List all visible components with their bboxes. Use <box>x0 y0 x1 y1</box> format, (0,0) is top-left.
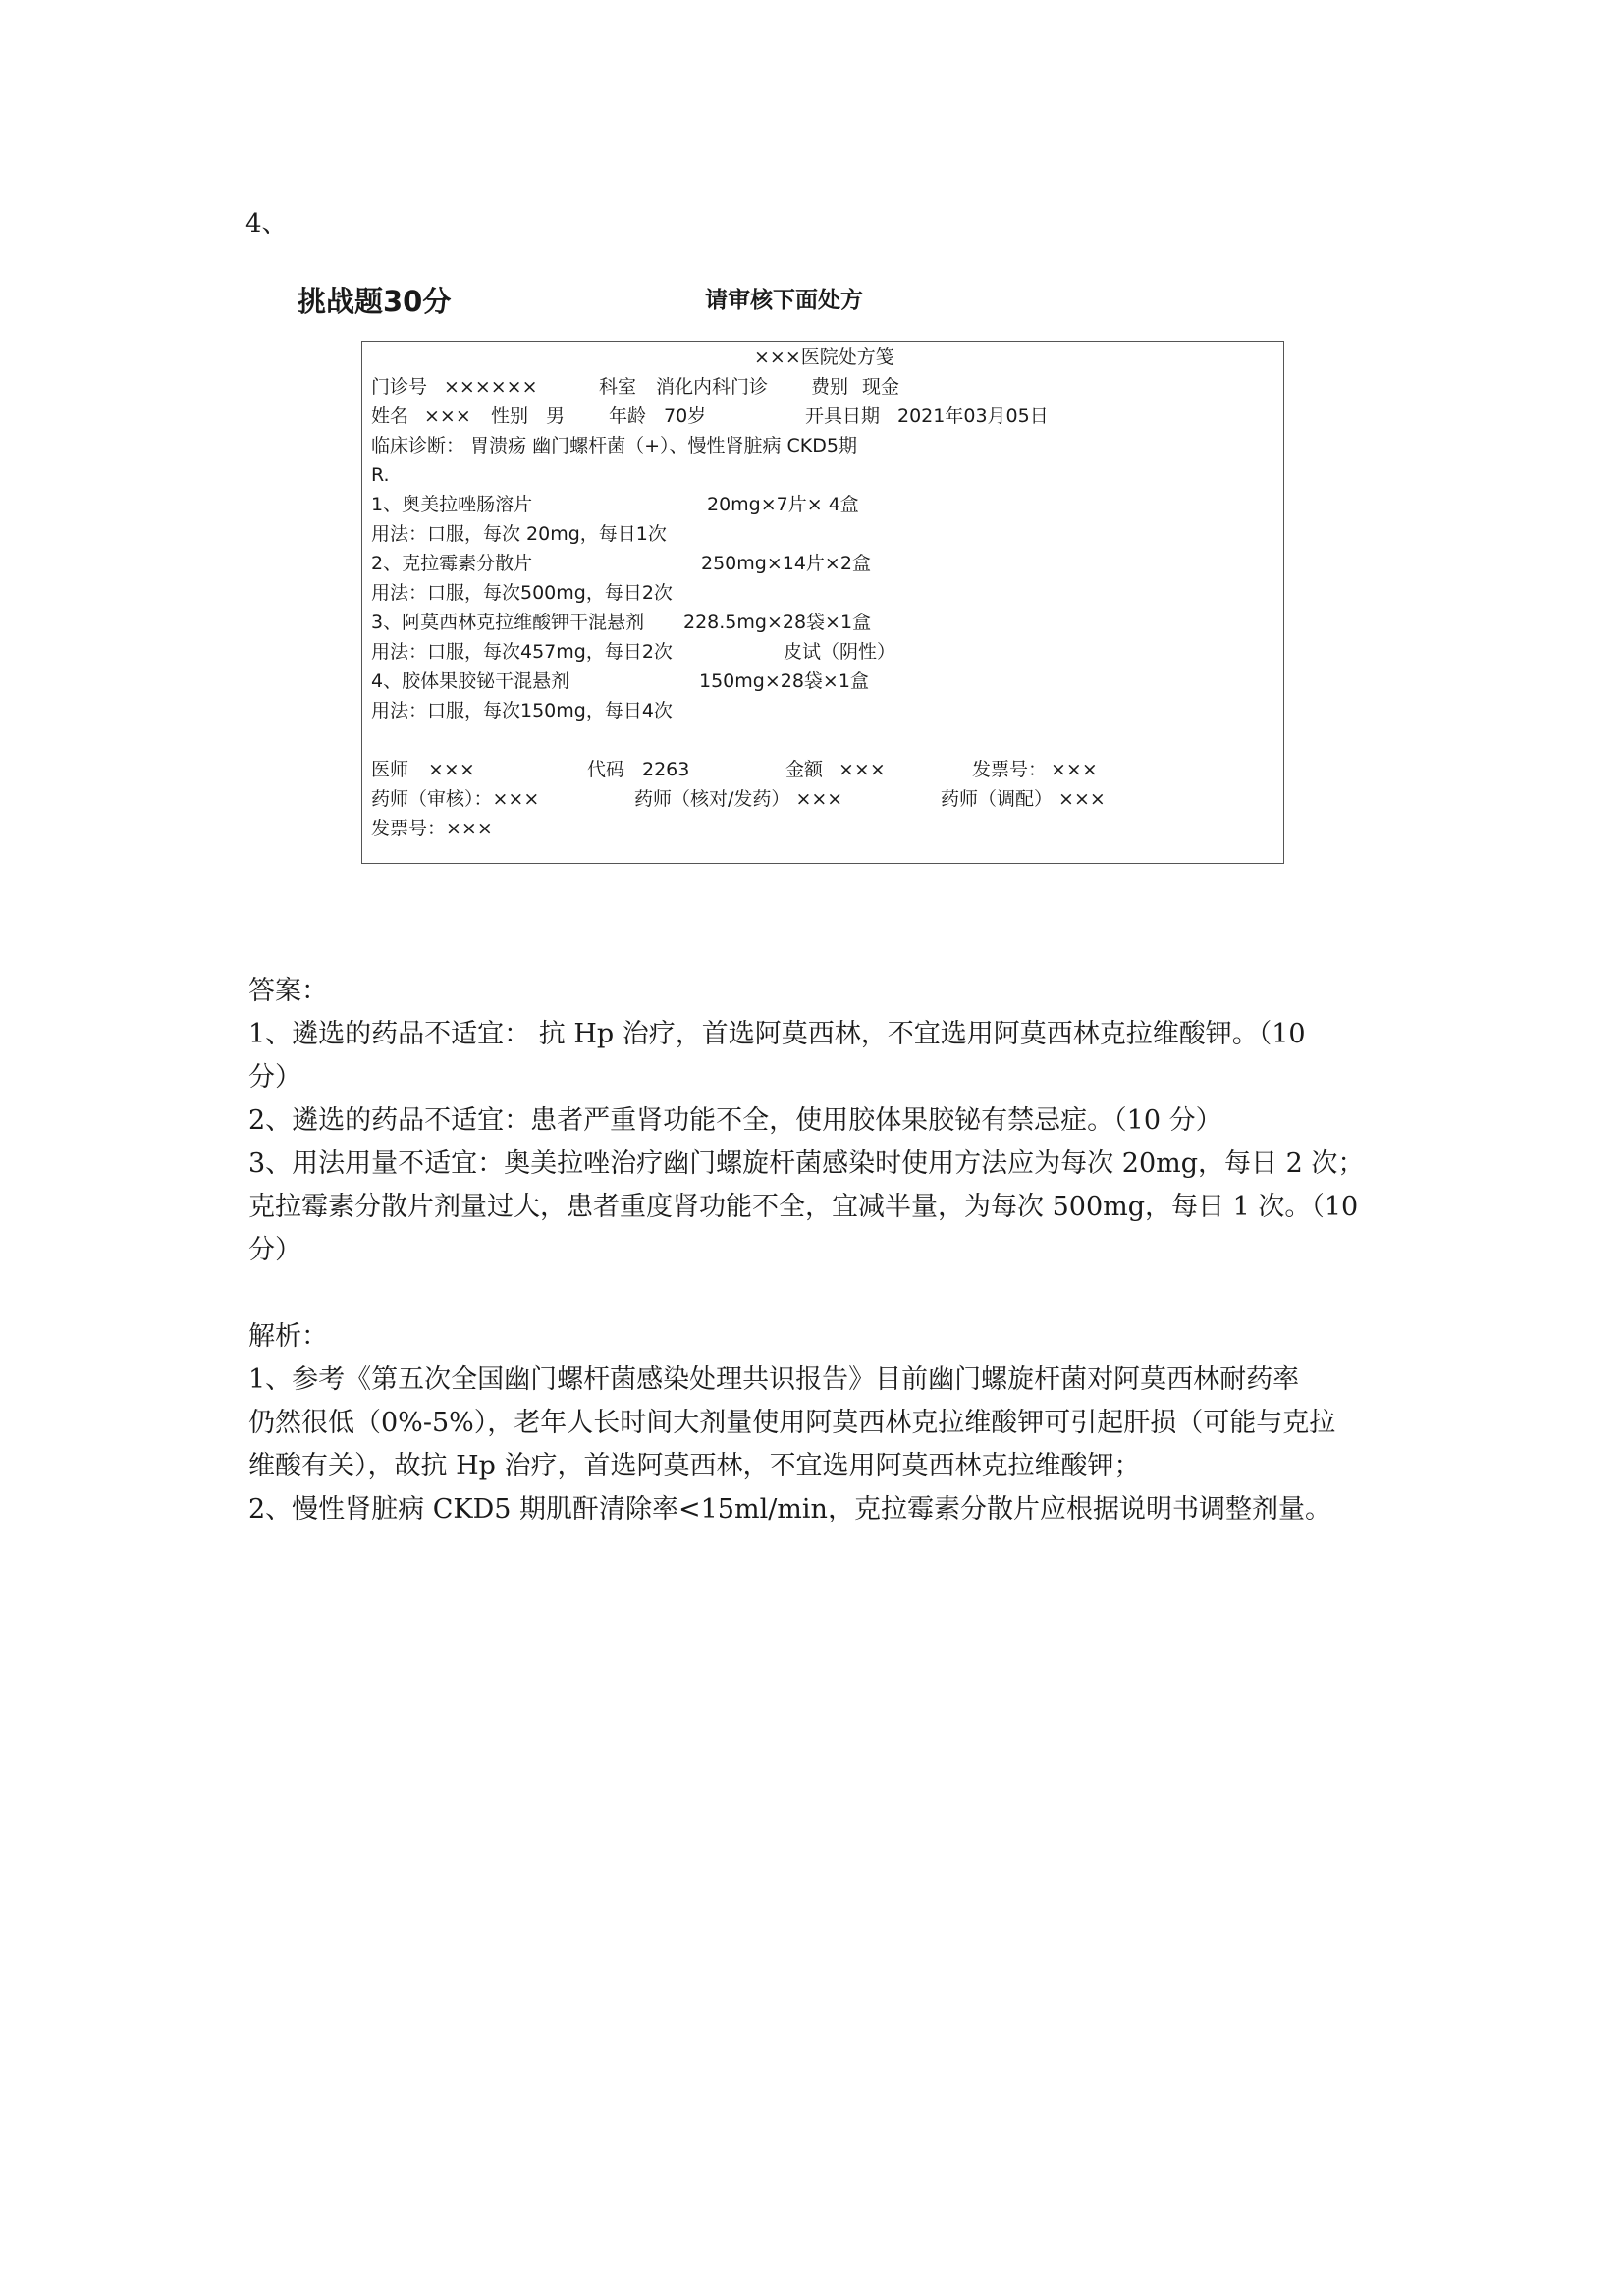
drug-usage: 用法：口服，每次 20mg，每日1次 <box>371 523 667 545</box>
doctor-value: ××× <box>428 759 475 780</box>
sex-label: 性别 <box>491 405 529 427</box>
invoice-value: ××× <box>1051 759 1098 780</box>
fee-type-value: 现金 <box>862 376 900 398</box>
skin-test-note: 皮试（阴性） <box>784 641 896 663</box>
amount-label: 金额 <box>785 759 824 780</box>
answer-line: 分） <box>248 1062 301 1093</box>
age-value: 70岁 <box>664 405 707 427</box>
question-number: 4、 <box>245 209 288 239</box>
pharmacist-review: 药师（审核）：××× <box>371 788 540 810</box>
drug-spec: 150mg×28袋×1盒 <box>699 670 869 692</box>
answer-line: 克拉霉素分散片剂量过大，患者重度肾功能不全，宜减半量，为每次 500mg，每日 1 次。（10 <box>248 1192 1359 1222</box>
invoice-number: 发票号：××× <box>371 818 493 839</box>
diagnosis: 临床诊断： 胃溃疡 幽门螺杆菌（+）、慢性肾脏病 CKD5期 <box>371 435 857 456</box>
age-label: 年龄 <box>609 405 647 427</box>
doctor-label: 医师 <box>371 759 409 780</box>
date-label: 开具日期 <box>805 405 881 427</box>
prescription-title: ×××医院处方笺 <box>754 347 894 368</box>
drug-name: 2、克拉霉素分散片 <box>371 553 533 574</box>
drug-name: 4、胶体果胶铋干混悬剂 <box>371 670 570 692</box>
fee-type-label: 费别 <box>811 376 849 398</box>
analysis-line: 仍然很低（0%-5%），老年人长时间大剂量使用阿莫西林克拉维酸钾可引起肝损（可能与克拉 <box>248 1408 1336 1438</box>
pharmacist-dispense: 药师（调配） ××× <box>941 788 1106 810</box>
drug-name: 1、奥美拉唑肠溶片 <box>371 494 533 515</box>
clinic-no-label: 门诊号 <box>371 376 428 398</box>
invoice-label: 发票号： <box>972 759 1048 780</box>
answer-line: 分） <box>248 1235 301 1265</box>
answer-line: 2、遴选的药品不适宜：患者严重肾功能不全，使用胶体果胶铋有禁忌症。（10 分） <box>248 1105 1222 1136</box>
name-label: 姓名 <box>371 405 409 427</box>
drug-spec: 250mg×14片×2盒 <box>701 553 871 574</box>
analysis-heading: 解析： <box>248 1321 328 1352</box>
analysis-line: 1、参考《第五次全国幽门螺杆菌感染处理共识报告》目前幽门螺旋杆菌对阿莫西林耐药率 <box>248 1364 1300 1395</box>
department-value: 消化内科门诊 <box>656 376 769 398</box>
name-value: ××× <box>424 405 471 427</box>
drug-spec: 20mg×7片× 4盒 <box>707 494 859 515</box>
drug-usage: 用法：口服，每次500mg，每日2次 <box>371 582 673 604</box>
analysis-line: 维酸有关），故抗 Hp 治疗，首选阿莫西林，不宜选用阿莫西林克拉维酸钾； <box>248 1451 1141 1481</box>
code-label: 代码 <box>587 759 625 780</box>
date-value: 2021年03月05日 <box>897 405 1049 427</box>
drug-usage: 用法：口服，每次457mg，每日2次 <box>371 641 673 663</box>
clinic-no-value: ×××××× <box>444 376 538 398</box>
challenge-title: 挑战题30分 <box>298 285 452 318</box>
analysis-line: 2、慢性肾脏病 CKD5 期肌酐清除率<15ml/min，克拉霉素分散片应根据说明书调整剂量。 <box>248 1494 1331 1524</box>
answer-line: 1、遴选的药品不适宜： 抗 Hp 治疗，首选阿莫西林，不宜选用阿莫西林克拉维酸钾。（10 <box>248 1019 1306 1049</box>
review-instruction: 请审核下面处方 <box>705 288 863 313</box>
rx-mark: R. <box>371 464 390 486</box>
code-value: 2263 <box>642 759 690 780</box>
answer-line: 3、用法用量不适宜：奥美拉唑治疗幽门螺旋杆菌感染时使用方法应为每次 20mg，每日 2 次； <box>248 1148 1365 1179</box>
pharmacist-check: 药师（核对/发药） ××× <box>634 788 843 810</box>
sex-value: 男 <box>546 405 566 427</box>
amount-value: ××× <box>839 759 886 780</box>
drug-name: 3、阿莫西林克拉维酸钾干混悬剂 <box>371 612 645 633</box>
answer-heading: 答案： <box>248 976 328 1006</box>
drug-usage: 用法：口服，每次150mg，每日4次 <box>371 700 673 721</box>
drug-spec: 228.5mg×28袋×1盒 <box>683 612 872 633</box>
department-label: 科室 <box>599 376 637 398</box>
